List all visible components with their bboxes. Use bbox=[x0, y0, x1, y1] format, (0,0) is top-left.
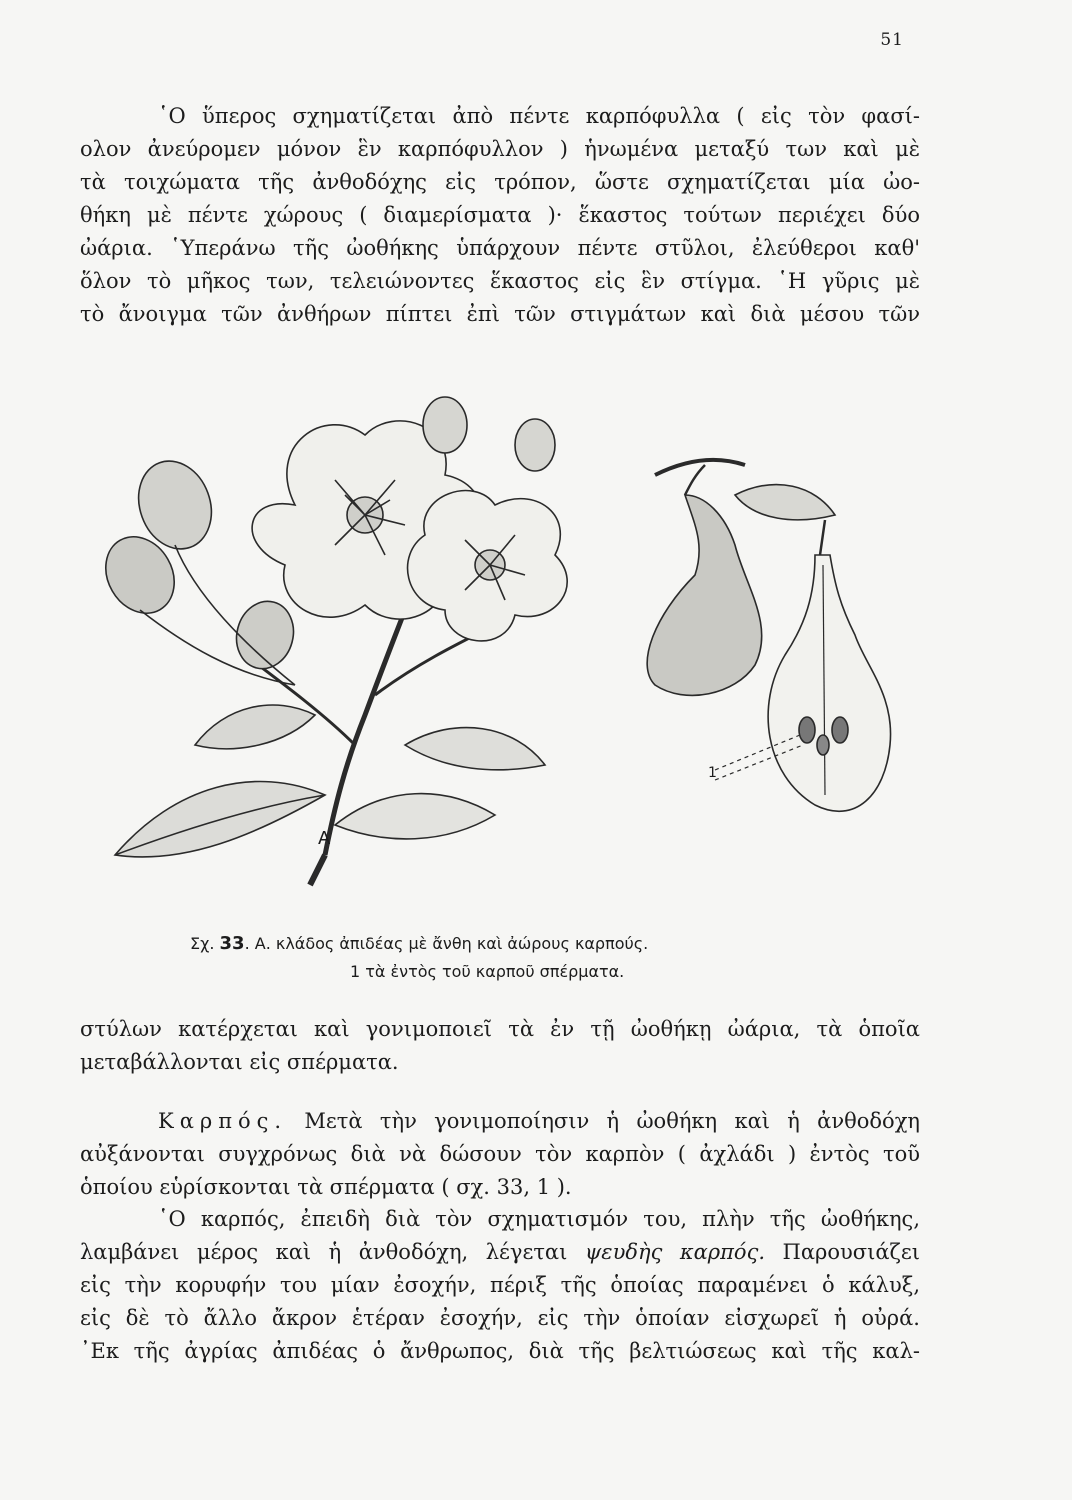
text-line: εἰς τὴν κορυφήν του μίαν ἐσοχήν, πέριξ τῆς ὁποίας παραμένει ὁ κάλυξ, bbox=[80, 1273, 920, 1297]
text-line: στύλων κατέρχεται καὶ γονιμοποιεῖ τὰ ἐν τῇ ὠοθήκῃ ὠάρια, τὰ ὁποῖα bbox=[80, 1017, 920, 1041]
paragraph-fertilization bbox=[80, 1013, 920, 1079]
text-line: τὰ τοιχώματα τῆς ἀνθοδόχης εἰς τρόπον, ὥστε σχηματίζεται μία ὠο- bbox=[80, 170, 920, 194]
text-line bbox=[80, 1236, 920, 1269]
text-segment: Παρουσιάζει bbox=[765, 1240, 921, 1264]
text-line: ῾Ο ὕπερος σχηματίζεται ἀπὸ πέντε καρπόφυλλα ( εἰς τὸν φασί- bbox=[158, 104, 920, 128]
text-line: ᾿Εκ τῆς ἀγρίας ἀπιδέας ὁ ἄνθρωπος, διὰ τῆς βελτιώσεως καὶ τῆς καλ- bbox=[80, 1339, 920, 1363]
figure-caption bbox=[190, 930, 810, 986]
text-line: μεταβάλλονται εἰς σπέρματα. bbox=[80, 1050, 399, 1074]
term-false-fruit: ψευδὴς καρπός. bbox=[584, 1240, 766, 1264]
caption-text-1: . Α. κλάδος ἀπιδέας μὲ ἄνθη καὶ ἀώρους καρπούς. bbox=[244, 934, 649, 953]
page-number: 51 bbox=[880, 30, 904, 50]
text-line: ολον ἀνεύρομεν μόνον ἓν καρπόφυλλον ) ἡνωμένα μεταξύ των καὶ μὲ bbox=[80, 137, 920, 161]
text-line: θήκη μὲ πέντε χώρους ( διαμερίσματα )· ἕκαστος τούτων περιέχει δύο bbox=[80, 203, 920, 227]
text-segment: Μετὰ τὴν γονιμοποίησιν ἡ ὠοθήκη καὶ ἡ ἀνθοδόχη bbox=[287, 1109, 920, 1133]
figure-label-seeds: 1 bbox=[708, 765, 717, 781]
caption-line-2: 1 τὰ ἐντὸς τοῦ καρποῦ σπέρματα. bbox=[350, 962, 625, 981]
text-line: ὠάρια. ῾Υπεράνω τῆς ὠοθήκης ὑπάρχουν πέντε στῦλοι, ἐλεύθεροι καθ' bbox=[80, 236, 920, 260]
caption-number: 33 bbox=[219, 933, 245, 954]
text-line: ὅλον τὸ μῆκος των, τελειώνοντες ἕκαστος εἰς ἓν στίγμα. ῾Η γῦρις μὲ bbox=[80, 269, 920, 293]
caption-prefix: Σχ. bbox=[190, 934, 215, 953]
text-line: αὐξάνονται συγχρόνως διὰ νὰ δώσουν τὸν καρπὸν ( ἀχλάδι ) ἐντὸς τοῦ bbox=[80, 1142, 920, 1166]
paragraph-false-fruit bbox=[80, 1203, 920, 1368]
text-segment: λαμβάνει μέρος καὶ ἡ ἀνθοδόχη, λέγεται bbox=[80, 1240, 585, 1264]
text-line: ὁποίου εὑρίσκονται τὰ σπέρματα ( σχ. 33, 1 ). bbox=[80, 1175, 572, 1199]
paragraph-ovary bbox=[80, 100, 920, 331]
caption-line-1 bbox=[190, 930, 810, 958]
paragraph-fruit bbox=[80, 1105, 920, 1204]
section-heading-fruit: Καρπός. bbox=[158, 1109, 288, 1133]
figure-label-a: Α bbox=[318, 828, 331, 849]
pear-branch-illustration bbox=[95, 385, 915, 915]
text-line: ῾Ο καρπός, ἐπειδὴ διὰ τὸν σχηματισμόν του, πλὴν τῆς ὠοθήκης, bbox=[158, 1207, 920, 1231]
text-line: τὸ ἄνοιγμα τῶν ἀνθήρων πίπτει ἐπὶ τῶν στιγμάτων καὶ διὰ μέσου τῶν bbox=[80, 302, 920, 326]
text-line bbox=[80, 1105, 920, 1138]
text-line: εἰς δὲ τὸ ἄλλο ἄκρον ἑτέραν ἐσοχήν, εἰς τὴν ὁποίαν εἰσχωρεῖ ἡ οὐρά. bbox=[80, 1306, 920, 1330]
